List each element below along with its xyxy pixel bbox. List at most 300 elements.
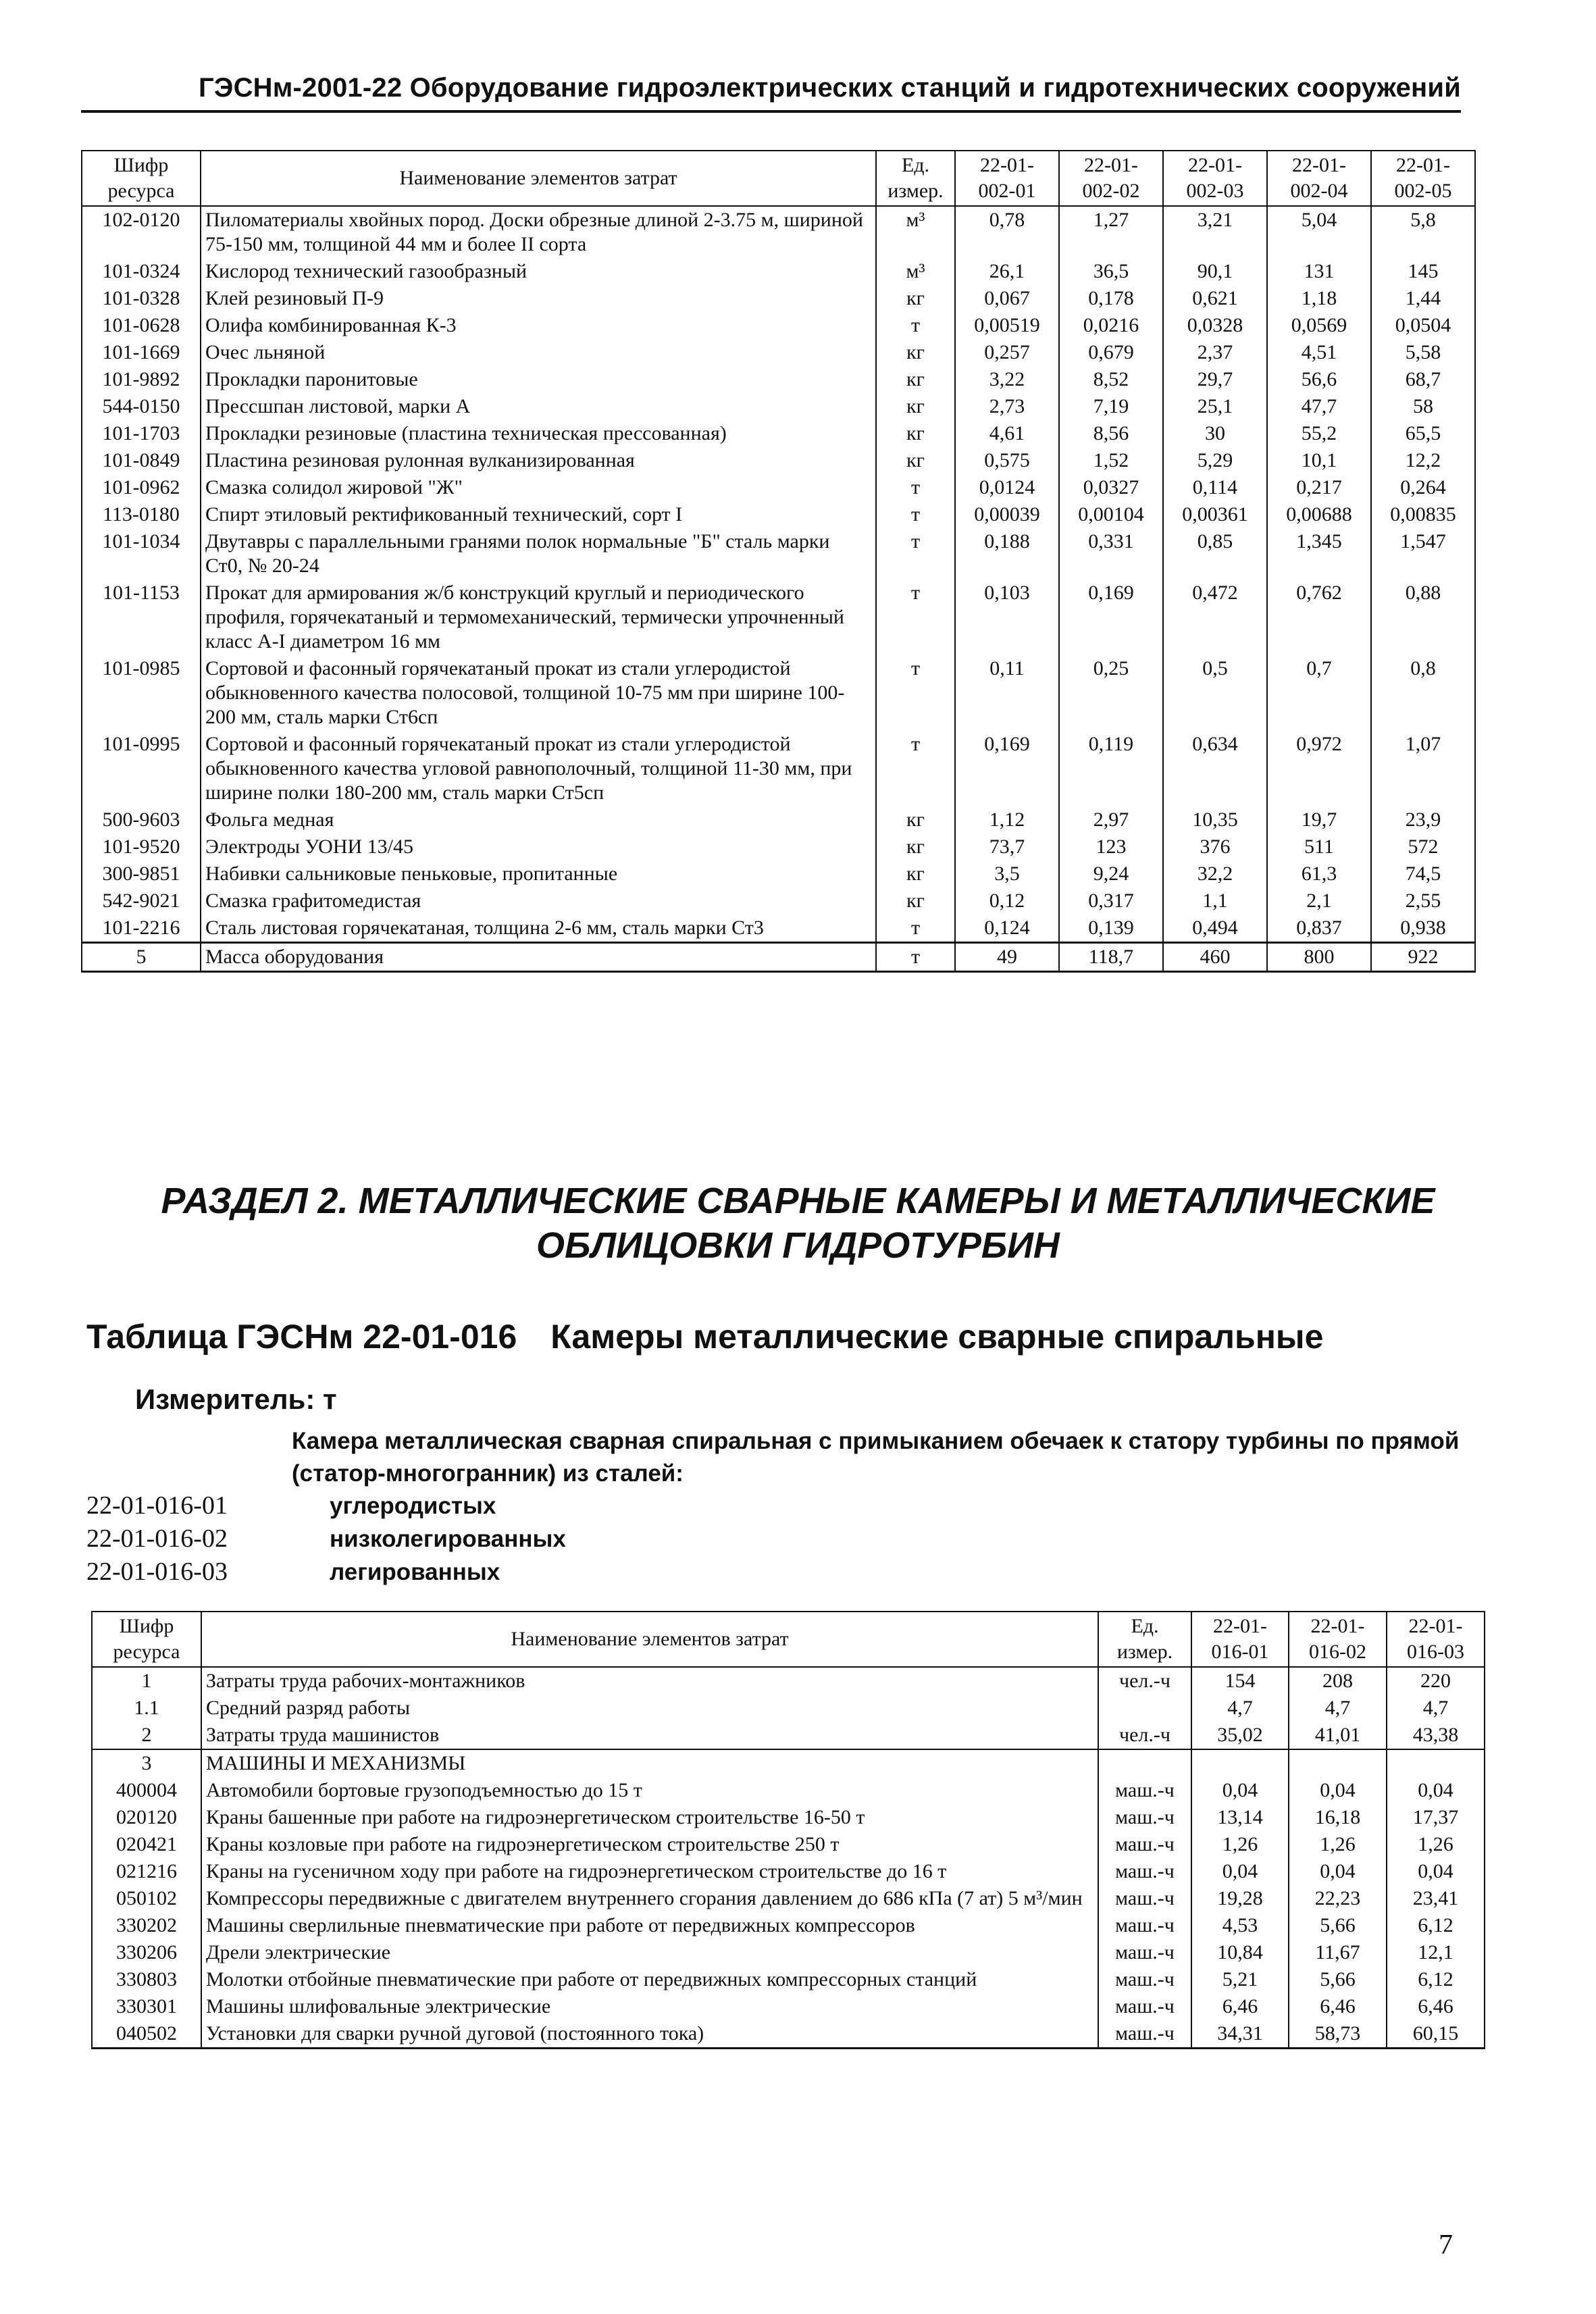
resource-name-cell: Очес льняной: [201, 339, 876, 366]
resource-code-cell: 542-9021: [82, 888, 201, 915]
unit-cell: [1098, 1695, 1191, 1722]
table-row: [82, 580, 1475, 655]
unit-cell: т: [876, 312, 955, 339]
value-cell: 23,41: [1387, 1885, 1485, 1912]
resource-name-cell: Смазка графитомедистая: [201, 888, 876, 915]
norm-variants-list: [86, 1489, 566, 1589]
resource-code-cell: 101-9892: [82, 366, 201, 393]
unit-cell: маш.-ч: [1098, 1777, 1191, 1804]
value-cell: 4,7: [1191, 1695, 1289, 1722]
value-cell: 58,73: [1289, 2020, 1387, 2049]
value-cell: 1,26: [1289, 1831, 1387, 1858]
value-cell: 0,634: [1163, 731, 1267, 806]
value-cell: 26,1: [955, 258, 1059, 285]
value-cell: 0,0504: [1371, 312, 1475, 339]
norm-variant: [86, 1555, 566, 1589]
unit-cell: маш.-ч: [1098, 2020, 1191, 2049]
value-cell: 460: [1163, 943, 1267, 972]
value-cell: 5,58: [1371, 339, 1475, 366]
value-cell: 1,26: [1387, 1831, 1485, 1858]
unit-cell: [1098, 1749, 1191, 1777]
table-row: [92, 1966, 1485, 1993]
value-cell: 0,8: [1371, 655, 1475, 731]
value-cell: 4,61: [955, 420, 1059, 447]
value-cell: 74,5: [1371, 860, 1475, 888]
unit-cell: м³: [876, 258, 955, 285]
value-cell: 1,44: [1371, 285, 1475, 312]
value-cell: 0,12: [955, 888, 1059, 915]
resource-code-cell: 400004: [92, 1777, 201, 1804]
table-row: [82, 366, 1475, 393]
resource-name-cell: Затраты труда рабочих-монтажников: [201, 1667, 1098, 1695]
table-row: [92, 1804, 1485, 1831]
value-cell: 55,2: [1267, 420, 1371, 447]
value-cell: 29,7: [1163, 366, 1267, 393]
unit-cell: кг: [876, 833, 955, 860]
value-cell: 0,317: [1059, 888, 1163, 915]
value-cell: 572: [1371, 833, 1475, 860]
column-header-unit: Ед. измер.: [876, 151, 955, 206]
value-cell: 922: [1371, 943, 1475, 972]
column-header-norm: 22-01- 002-03: [1163, 151, 1267, 206]
table-row: [82, 285, 1475, 312]
value-cell: 118,7: [1059, 943, 1163, 972]
table-row: [82, 393, 1475, 420]
resource-name-cell: Краны башенные при работе на гидроэнергетическом строительстве 16-50 т: [201, 1804, 1098, 1831]
value-cell: 5,66: [1289, 1912, 1387, 1939]
value-cell: 7,19: [1059, 393, 1163, 420]
resource-table-1-body: [82, 206, 1475, 972]
value-cell: 0,5: [1163, 655, 1267, 731]
column-header-code: Шифр ресурса: [82, 151, 201, 206]
table-row: [92, 1667, 1485, 1695]
value-cell: 6,46: [1191, 1993, 1289, 2020]
column-header-name: Наименование элементов затрат: [201, 151, 876, 206]
table-row: [82, 915, 1475, 943]
value-cell: 1,27: [1059, 206, 1163, 258]
value-cell: 3,5: [955, 860, 1059, 888]
unit-cell: маш.-ч: [1098, 1939, 1191, 1966]
resource-name-cell: Молотки отбойные пневматические при работе от передвижных компрессорных станций: [201, 1966, 1098, 1993]
resource-name-cell: Фольга медная: [201, 806, 876, 833]
value-cell: 0,331: [1059, 528, 1163, 580]
resource-table-2: [91, 1611, 1485, 2049]
value-cell: 0,04: [1191, 1858, 1289, 1885]
resource-code-cell: 101-0962: [82, 474, 201, 501]
norm-variant-code: 22-01-016-01: [86, 1491, 228, 1520]
value-cell: 58: [1371, 393, 1475, 420]
resource-code-cell: 1: [92, 1667, 201, 1695]
value-cell: 5,21: [1191, 1966, 1289, 1993]
column-header-norm: 22-01- 002-01: [955, 151, 1059, 206]
value-cell: 49: [955, 943, 1059, 972]
resource-code-cell: 101-1669: [82, 339, 201, 366]
table-row: [92, 1993, 1485, 2020]
unit-cell: маш.-ч: [1098, 1858, 1191, 1885]
unit-cell: маш.-ч: [1098, 1885, 1191, 1912]
table-row: [82, 206, 1475, 258]
value-cell: 8,52: [1059, 366, 1163, 393]
value-cell: 0,0569: [1267, 312, 1371, 339]
resource-code-cell: 040502: [92, 2020, 201, 2049]
value-cell: 73,7: [955, 833, 1059, 860]
value-cell: 0,0327: [1059, 474, 1163, 501]
value-cell: 145: [1371, 258, 1475, 285]
value-cell: 5,66: [1289, 1966, 1387, 1993]
value-cell: [1387, 1749, 1485, 1777]
value-cell: 0,257: [955, 339, 1059, 366]
value-cell: 2,55: [1371, 888, 1475, 915]
value-cell: 0,575: [955, 447, 1059, 474]
value-cell: 0,00039: [955, 501, 1059, 528]
value-cell: 30: [1163, 420, 1267, 447]
value-cell: 0,78: [955, 206, 1059, 258]
column-header-name: Наименование элементов затрат: [201, 1612, 1098, 1667]
value-cell: 32,2: [1163, 860, 1267, 888]
resource-name-cell: Прокладки резиновые (пластина техническая прессованная): [201, 420, 876, 447]
value-cell: 1,07: [1371, 731, 1475, 806]
value-cell: 0,04: [1289, 1858, 1387, 1885]
resource-name-cell: Компрессоры передвижные с двигателем внутреннего сгорания давлением до 686 кПа (7 ат) 5 м³/мин: [201, 1885, 1098, 1912]
value-cell: 10,35: [1163, 806, 1267, 833]
value-cell: 22,23: [1289, 1885, 1387, 1912]
resource-name-cell: Клей резиновый П-9: [201, 285, 876, 312]
unit-cell: кг: [876, 285, 955, 312]
value-cell: 0,0124: [955, 474, 1059, 501]
value-cell: 0,00688: [1267, 501, 1371, 528]
resource-code-cell: 101-0328: [82, 285, 201, 312]
value-cell: 0,04: [1387, 1777, 1485, 1804]
resource-name-cell: Средний разряд работы: [201, 1695, 1098, 1722]
value-cell: 220: [1387, 1667, 1485, 1695]
value-cell: 34,31: [1191, 2020, 1289, 2049]
resource-name-cell: Пластина резиновая рулонная вулканизированная: [201, 447, 876, 474]
table-row: [82, 731, 1475, 806]
resource-name-cell: Прокладки паронитовые: [201, 366, 876, 393]
table-code: Таблица ГЭСНм 22-01-016: [86, 1318, 517, 1356]
value-cell: 0,88: [1371, 580, 1475, 655]
value-cell: 41,01: [1289, 1722, 1387, 1749]
value-cell: 35,02: [1191, 1722, 1289, 1749]
measure-unit: Измеритель: т: [135, 1383, 337, 1415]
value-cell: [1191, 1749, 1289, 1777]
value-cell: 0,472: [1163, 580, 1267, 655]
value-cell: 0,00835: [1371, 501, 1475, 528]
value-cell: 3,22: [955, 366, 1059, 393]
value-cell: 0,621: [1163, 285, 1267, 312]
resource-code-cell: 101-2216: [82, 915, 201, 943]
table-row: [92, 1939, 1485, 1966]
resource-code-cell: 330803: [92, 1966, 201, 1993]
value-cell: 4,53: [1191, 1912, 1289, 1939]
value-cell: 10,1: [1267, 447, 1371, 474]
value-cell: 0,114: [1163, 474, 1267, 501]
table-description: Камера металлическая сварная спиральная с примыканием обечаек к статору турбины по прямой (статор-многогранник) из сталей:: [292, 1428, 1460, 1487]
column-header-norm: 22-01- 016-01: [1191, 1612, 1289, 1667]
unit-cell: маш.-ч: [1098, 1912, 1191, 1939]
table-row: [82, 501, 1475, 528]
resource-name-cell: Краны на гусеничном ходу при работе на гидроэнергетическом строительстве до 16 т: [201, 1858, 1098, 1885]
resource-code-cell: 101-0995: [82, 731, 201, 806]
table-row: [82, 833, 1475, 860]
resource-name-cell: Спирт этиловый ректификованный технический, сорт I: [201, 501, 876, 528]
unit-cell: кг: [876, 806, 955, 833]
resource-name-cell: Прессшпан листовой, марки А: [201, 393, 876, 420]
norm-variant: [86, 1489, 566, 1522]
value-cell: 19,28: [1191, 1885, 1289, 1912]
norm-variant-code: 22-01-016-02: [86, 1524, 228, 1553]
unit-cell: кг: [876, 447, 955, 474]
unit-cell: т: [876, 655, 955, 731]
unit-cell: т: [876, 528, 955, 580]
value-cell: 19,7: [1267, 806, 1371, 833]
value-cell: 1,18: [1267, 285, 1371, 312]
resource-code-cell: 101-0324: [82, 258, 201, 285]
value-cell: 1,345: [1267, 528, 1371, 580]
value-cell: 0,178: [1059, 285, 1163, 312]
value-cell: 0,04: [1191, 1777, 1289, 1804]
value-cell: 0,217: [1267, 474, 1371, 501]
value-cell: 6,46: [1387, 1993, 1485, 2020]
value-cell: 0,679: [1059, 339, 1163, 366]
value-cell: 2,37: [1163, 339, 1267, 366]
table-row: [82, 528, 1475, 580]
value-cell: 376: [1163, 833, 1267, 860]
value-cell: 0,119: [1059, 731, 1163, 806]
resource-code-cell: 101-0849: [82, 447, 201, 474]
value-cell: 6,12: [1387, 1966, 1485, 1993]
value-cell: 154: [1191, 1667, 1289, 1695]
resource-name-cell: Масса оборудования: [201, 943, 876, 972]
table-row: [82, 339, 1475, 366]
value-cell: 0,00361: [1163, 501, 1267, 528]
unit-cell: чел.-ч: [1098, 1722, 1191, 1749]
value-cell: 0,494: [1163, 915, 1267, 943]
table-row: [92, 1749, 1485, 1777]
resource-code-cell: 101-1034: [82, 528, 201, 580]
value-cell: 0,25: [1059, 655, 1163, 731]
value-cell: 0,04: [1289, 1777, 1387, 1804]
value-cell: 1,26: [1191, 1831, 1289, 1858]
column-header-norm: 22-01- 002-04: [1267, 151, 1371, 206]
value-cell: 2,73: [955, 393, 1059, 420]
resource-code-cell: 101-0985: [82, 655, 201, 731]
value-cell: 5,04: [1267, 206, 1371, 258]
value-cell: 6,46: [1289, 1993, 1387, 2020]
table-name: Камеры металлические сварные спиральные: [550, 1318, 1324, 1356]
value-cell: 23,9: [1371, 806, 1475, 833]
value-cell: 123: [1059, 833, 1163, 860]
resource-name-cell: Сортовой и фасонный горячекатаный прокат из стали углеродистой обыкновенного качества угловой равнополочный, толщиной 11-30 мм, при ширине полки 180-200 мм, сталь марки Ст5сп: [201, 731, 876, 806]
column-header-code: Шифр ресурса: [92, 1612, 201, 1667]
resource-name-cell: Электроды УОНИ 13/45: [201, 833, 876, 860]
value-cell: [1289, 1749, 1387, 1777]
section-title: РАЗДЕЛ 2. МЕТАЛЛИЧЕСКИЕ СВАРНЫЕ КАМЕРЫ И МЕТАЛЛИЧЕСКИЕ ОБЛИЦОВКИ ГИДРОТУРБИН: [161, 1181, 1435, 1266]
value-cell: 12,2: [1371, 447, 1475, 474]
value-cell: 800: [1267, 943, 1371, 972]
table-row: [82, 474, 1475, 501]
table-row: [92, 1831, 1485, 1858]
value-cell: 2,97: [1059, 806, 1163, 833]
value-cell: 56,6: [1267, 366, 1371, 393]
unit-cell: кг: [876, 393, 955, 420]
value-cell: 1,52: [1059, 447, 1163, 474]
value-cell: 60,15: [1387, 2020, 1485, 2049]
unit-cell: кг: [876, 420, 955, 447]
resource-code-cell: 113-0180: [82, 501, 201, 528]
unit-cell: т: [876, 580, 955, 655]
resource-name-cell: Машины шлифовальные электрические: [201, 1993, 1098, 2020]
resource-name-cell: Набивки сальниковые пеньковые, пропитанные: [201, 860, 876, 888]
column-header-norm: 22-01- 002-05: [1371, 151, 1475, 206]
value-cell: 61,3: [1267, 860, 1371, 888]
table-row: [82, 860, 1475, 888]
resource-code-cell: 020421: [92, 1831, 201, 1858]
value-cell: 0,067: [955, 285, 1059, 312]
unit-cell: кг: [876, 366, 955, 393]
table-row: [82, 655, 1475, 731]
resource-code-cell: 101-1153: [82, 580, 201, 655]
table-row: [92, 1858, 1485, 1885]
table-header-row: [82, 151, 1475, 206]
value-cell: 0,169: [955, 731, 1059, 806]
value-cell: 90,1: [1163, 258, 1267, 285]
resource-code-cell: 101-0628: [82, 312, 201, 339]
table-row: [82, 312, 1475, 339]
value-cell: 65,5: [1371, 420, 1475, 447]
value-cell: 47,7: [1267, 393, 1371, 420]
table-row: [92, 1885, 1485, 1912]
unit-cell: т: [876, 501, 955, 528]
norm-variant-label: углеродистых: [330, 1493, 496, 1519]
unit-cell: маш.-ч: [1098, 1831, 1191, 1858]
value-cell: 5,29: [1163, 447, 1267, 474]
unit-cell: т: [876, 474, 955, 501]
value-cell: 0,0328: [1163, 312, 1267, 339]
resource-name-cell: Прокат для армирования ж/б конструкций круглый и периодического профиля, горячекатаный и термомеханический, термически упрочненный класс А-I диаметром 16 мм: [201, 580, 876, 655]
page-number: 7: [1439, 2230, 1453, 2261]
value-cell: 9,24: [1059, 860, 1163, 888]
table-row: [92, 1722, 1485, 1749]
table-row: [82, 258, 1475, 285]
unit-cell: маш.-ч: [1098, 1966, 1191, 1993]
resource-code-cell: 544-0150: [82, 393, 201, 420]
norm-variant-label: легированных: [330, 1559, 500, 1585]
value-cell: 0,00519: [955, 312, 1059, 339]
value-cell: 0,938: [1371, 915, 1475, 943]
resource-code-cell: 330301: [92, 1993, 201, 2020]
value-cell: 4,51: [1267, 339, 1371, 366]
resource-code-cell: 500-9603: [82, 806, 201, 833]
table-row: [82, 943, 1475, 972]
table-row: [92, 1912, 1485, 1939]
resource-code-cell: 102-0120: [82, 206, 201, 258]
unit-cell: т: [876, 915, 955, 943]
value-cell: 0,0216: [1059, 312, 1163, 339]
value-cell: 0,103: [955, 580, 1059, 655]
value-cell: 0,837: [1267, 915, 1371, 943]
value-cell: 0,188: [955, 528, 1059, 580]
value-cell: 1,12: [955, 806, 1059, 833]
value-cell: 0,169: [1059, 580, 1163, 655]
resource-name-cell: Сортовой и фасонный горячекатаный прокат из стали углеродистой обыкновенного качества полосовой, толщиной 10-75 мм при ширине 100-200 мм, сталь марки Ст6сп: [201, 655, 876, 731]
resource-name-cell: Олифа комбинированная К-3: [201, 312, 876, 339]
value-cell: 17,37: [1387, 1804, 1485, 1831]
value-cell: 1,1: [1163, 888, 1267, 915]
column-header-norm: 22-01- 016-03: [1387, 1612, 1485, 1667]
value-cell: 8,56: [1059, 420, 1163, 447]
value-cell: 25,1: [1163, 393, 1267, 420]
value-cell: 0,04: [1387, 1858, 1485, 1885]
resource-name-cell: Машины сверлильные пневматические при работе от передвижных компрессоров: [201, 1912, 1098, 1939]
resource-code-cell: 020120: [92, 1804, 201, 1831]
table-row: [82, 447, 1475, 474]
column-header-norm: 22-01- 002-02: [1059, 151, 1163, 206]
unit-cell: маш.-ч: [1098, 1804, 1191, 1831]
unit-cell: т: [876, 943, 955, 972]
table-title: [86, 1317, 1323, 1356]
norm-variant: [86, 1522, 566, 1555]
unit-cell: т: [876, 731, 955, 806]
resource-code-cell: 2: [92, 1722, 201, 1749]
resource-name-cell: Затраты труда машинистов: [201, 1722, 1098, 1749]
value-cell: 10,84: [1191, 1939, 1289, 1966]
value-cell: 11,67: [1289, 1939, 1387, 1966]
resource-name-cell: МАШИНЫ И МЕХАНИЗМЫ: [201, 1749, 1098, 1777]
resource-name-cell: Сталь листовая горячекатаная, толщина 2-6 мм, сталь марки Ст3: [201, 915, 876, 943]
unit-cell: кг: [876, 339, 955, 366]
value-cell: 0,972: [1267, 731, 1371, 806]
table-row: [82, 420, 1475, 447]
resource-code-cell: 1.1: [92, 1695, 201, 1722]
unit-cell: кг: [876, 888, 955, 915]
resource-name-cell: Двутавры с параллельными гранями полок нормальные "Б" сталь марки Ст0, № 20-24: [201, 528, 876, 580]
unit-cell: кг: [876, 860, 955, 888]
value-cell: 511: [1267, 833, 1371, 860]
unit-cell: маш.-ч: [1098, 1993, 1191, 2020]
table-row: [92, 2020, 1485, 2049]
resource-name-cell: Краны козловые при работе на гидроэнергетическом строительстве 250 т: [201, 1831, 1098, 1858]
norm-variant-code: 22-01-016-03: [86, 1558, 228, 1586]
value-cell: 3,21: [1163, 206, 1267, 258]
resource-code-cell: 050102: [92, 1885, 201, 1912]
resource-code-cell: 101-1703: [82, 420, 201, 447]
resource-name-cell: Автомобили бортовые грузоподъемностью до 15 т: [201, 1777, 1098, 1804]
resource-code-cell: 300-9851: [82, 860, 201, 888]
value-cell: 43,38: [1387, 1722, 1485, 1749]
column-header-norm: 22-01- 016-02: [1289, 1612, 1387, 1667]
running-header: ГЭСНм-2001-22 Оборудование гидроэлектрических станций и гидротехнических сооружений: [81, 73, 1461, 113]
table-row: [82, 888, 1475, 915]
value-cell: 208: [1289, 1667, 1387, 1695]
resource-name-cell: Дрели электрические: [201, 1939, 1098, 1966]
value-cell: 0,7: [1267, 655, 1371, 731]
resource-code-cell: 021216: [92, 1858, 201, 1885]
norm-variant-label: низколегированных: [330, 1526, 566, 1552]
value-cell: 6,12: [1387, 1912, 1485, 1939]
value-cell: 0,264: [1371, 474, 1475, 501]
value-cell: 0,762: [1267, 580, 1371, 655]
resource-name-cell: Пиломатериалы хвойных пород. Доски обрезные длиной 2-3.75 м, шириной 75-150 мм, толщиной 44 мм и более II сорта: [201, 206, 876, 258]
value-cell: 68,7: [1371, 366, 1475, 393]
value-cell: 0,00104: [1059, 501, 1163, 528]
value-cell: 5,8: [1371, 206, 1475, 258]
resource-name-cell: Смазка солидол жировой "Ж": [201, 474, 876, 501]
value-cell: 36,5: [1059, 258, 1163, 285]
resource-name-cell: Установки для сварки ручной дуговой (постоянного тока): [201, 2020, 1098, 2049]
value-cell: 4,7: [1387, 1695, 1485, 1722]
unit-cell: чел.-ч: [1098, 1667, 1191, 1695]
